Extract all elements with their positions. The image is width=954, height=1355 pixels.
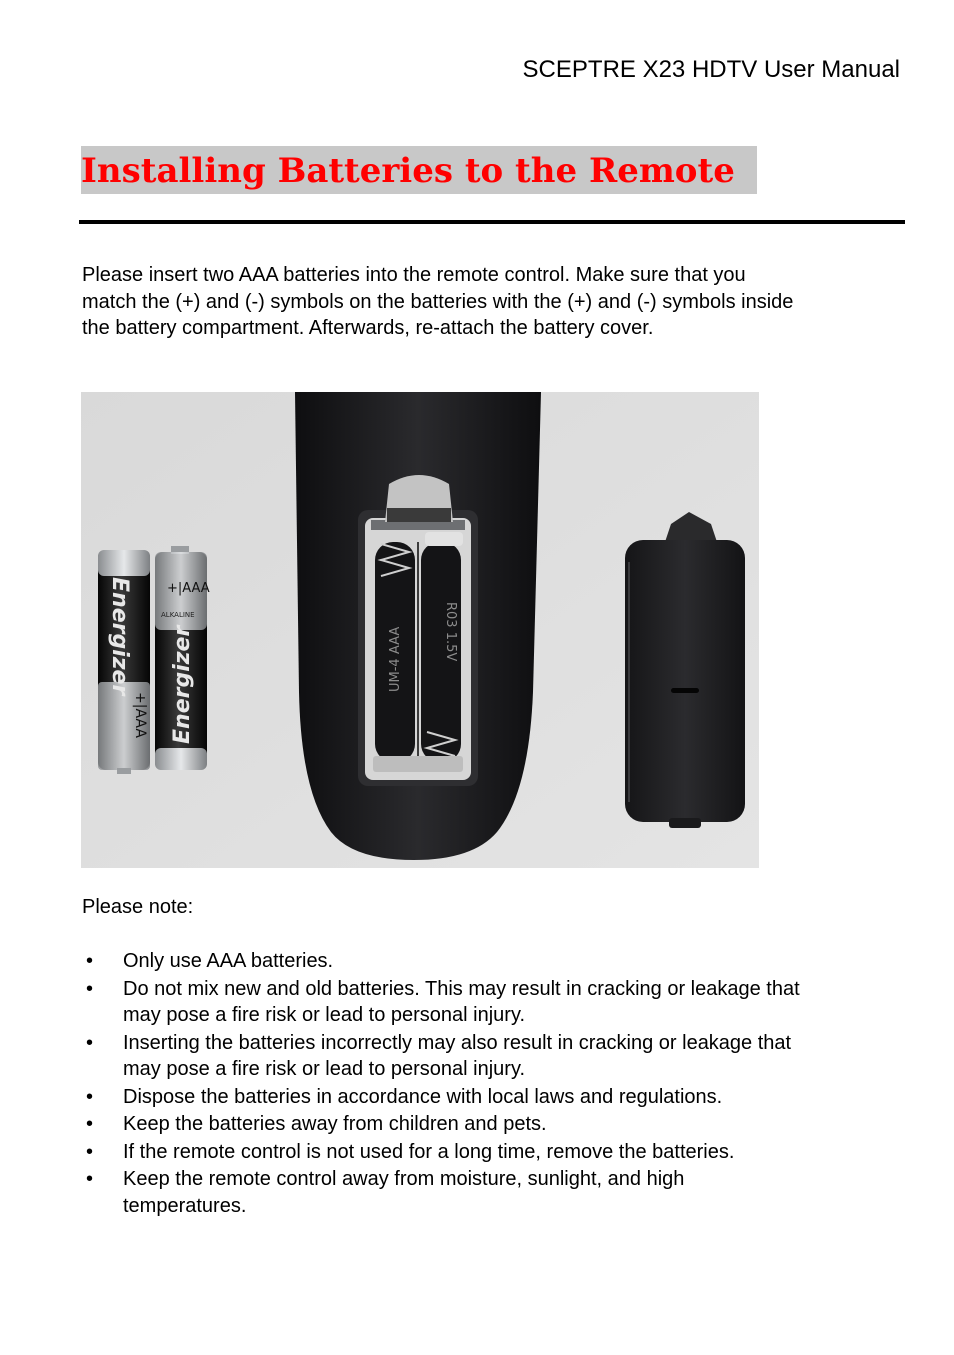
cell-marking-right: R03 1.5V [443, 602, 458, 662]
list-item [82, 1030, 922, 1083]
list-item-text: Do not mix new and old batteries. This may result in cracking or leakage that [123, 977, 800, 1000]
notes-list [82, 948, 922, 1220]
bullet-icon: • [86, 1113, 94, 1135]
list-item-text: may pose a fire risk or lead to personal injury. [123, 1004, 526, 1026]
list-item-text: may pose a fire risk or lead to personal injury. [123, 1058, 526, 1080]
list-item [82, 948, 922, 975]
list-item-text: temperatures. [123, 1194, 247, 1217]
manual-title: SCEPTRE X23 HDTV User Manual [522, 56, 900, 83]
section-heading: Installing Batteries to the Remote [81, 146, 757, 194]
battery-brand-left: Energizer [107, 577, 132, 696]
battery-marking-left: +|AAA [132, 692, 148, 738]
remote-control-back [295, 392, 541, 860]
intro-line: Please insert two AAA batteries into the remote control. Make sure that you [82, 264, 746, 286]
list-item [82, 1166, 922, 1219]
cell-marking-left: UM-4 AAA [388, 626, 403, 692]
bullet-icon: • [86, 950, 94, 972]
heading-rule [79, 220, 905, 224]
list-item-text: Keep the batteries away from children and pets. [123, 1113, 547, 1135]
list-item-text: If the remote control is not used for a long time, remove the batteries. [123, 1140, 735, 1163]
intro-paragraph [82, 262, 912, 342]
bullet-icon: • [86, 1085, 94, 1108]
remote-battery-photo [81, 392, 759, 868]
list-item [82, 1084, 922, 1111]
intro-line: the battery compartment. Afterwards, re-attach the battery cover. [82, 317, 654, 339]
list-item [82, 1139, 922, 1166]
bullet-icon: • [86, 977, 94, 1000]
list-item [82, 976, 922, 1029]
list-item-text: Inserting the batteries incorrectly may also result in cracking or leakage that [123, 1031, 792, 1054]
bullet-icon: • [86, 1168, 94, 1190]
photo-illustration [81, 392, 759, 868]
intro-line: match the (+) and (-) symbols on the batteries with the (+) and (-) symbols inside [82, 290, 794, 313]
list-item-text: Keep the remote control away from moisture, sunlight, and high [123, 1168, 685, 1190]
note-heading: Please note: [82, 896, 194, 918]
list-item-text: Only use AAA batteries. [123, 950, 334, 972]
battery-cover [625, 512, 745, 828]
battery-marking-right: +|AAA [167, 581, 210, 596]
battery-type-right: ALKALINE [161, 611, 195, 619]
list-item [82, 1111, 922, 1138]
bullet-icon: • [86, 1031, 94, 1054]
bullet-icon: • [86, 1140, 94, 1163]
aaa-battery-left [98, 550, 150, 774]
list-item-text: Dispose the batteries in accordance with local laws and regulations. [123, 1085, 723, 1108]
battery-brand-right: Energizer [170, 625, 195, 744]
aaa-battery-right [155, 546, 210, 770]
